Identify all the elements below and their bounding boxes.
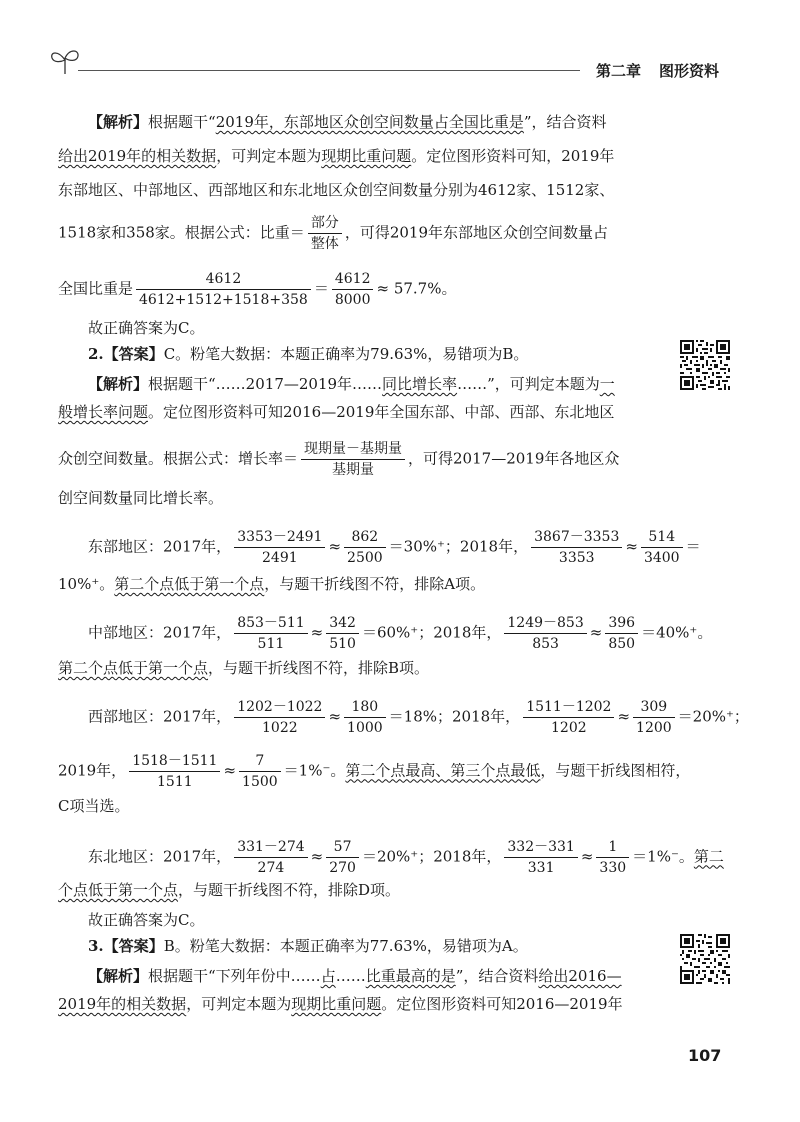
section-label: 图形资料 bbox=[659, 62, 720, 80]
text-span: 。定位图形资料可知2016—2019年 bbox=[381, 995, 623, 1013]
text-span: 1200 bbox=[636, 720, 672, 736]
text-span: 331－274 bbox=[234, 838, 307, 858]
q3-analysis-line-2 bbox=[58, 994, 623, 1014]
text-span: 511 bbox=[257, 636, 285, 652]
fraction-east-2018 bbox=[531, 528, 622, 567]
text-span: ≈ bbox=[589, 623, 603, 642]
text-span: 1518家和358家。根据公式：比重＝ bbox=[58, 223, 305, 242]
text-span: 3353－2491 bbox=[234, 528, 325, 548]
central-calc-line bbox=[88, 614, 712, 653]
text-span: 现期比重问题 bbox=[291, 995, 382, 1013]
text-span: 【解析】 bbox=[88, 375, 149, 393]
text-span: B。粉笔大数据：本题正确率为77.63%，易错项为A。 bbox=[163, 937, 528, 955]
text-span: ≈ bbox=[625, 537, 638, 556]
qr-code-icon[interactable] bbox=[680, 934, 730, 984]
text-span: 862 bbox=[344, 528, 386, 548]
q3-analysis-line-1 bbox=[88, 966, 622, 986]
east-calc-line bbox=[88, 528, 701, 567]
text-span: …… bbox=[335, 967, 366, 985]
text-span: 4612 bbox=[332, 270, 374, 290]
fraction-east-2017 bbox=[234, 528, 325, 567]
fraction-ne-2018-approx bbox=[596, 838, 629, 877]
northeast-calc-line bbox=[88, 838, 724, 877]
fraction-east-share-simplified bbox=[332, 270, 374, 309]
fraction-east-2018-approx bbox=[641, 528, 683, 567]
text-span: ，与题干折线图不符，排除B项。 bbox=[208, 659, 430, 677]
q2-analysis-line-2 bbox=[58, 402, 614, 422]
text-span: 510 bbox=[329, 636, 356, 652]
text-span: ＝20%⁺；2018年， bbox=[361, 847, 502, 866]
text-span: 4612 bbox=[136, 270, 311, 290]
text-span: ，与题干折线图不符，排除D项。 bbox=[178, 881, 401, 899]
text-span: C。粉笔大数据：本题正确率为79.63%，易错项为B。 bbox=[163, 345, 529, 363]
text-span: 331 bbox=[527, 860, 555, 876]
text-span: 基期量 bbox=[332, 462, 375, 478]
text-span: ，可得2017—2019年各地区众 bbox=[408, 449, 620, 468]
text-span: ＝60%⁺；2018年， bbox=[361, 623, 502, 642]
central-conclusion bbox=[58, 658, 429, 678]
text-span: 1000 bbox=[347, 720, 383, 736]
p1-line-1 bbox=[88, 112, 607, 132]
analysis-tag: 【解析】 bbox=[88, 113, 149, 131]
text-span: 第二 bbox=[693, 847, 724, 866]
text-span: ＝40%⁺。 bbox=[641, 623, 713, 642]
p1-answer bbox=[88, 318, 204, 338]
text-span: 【答案】 bbox=[103, 937, 164, 955]
p1-line-4 bbox=[58, 214, 608, 253]
text-span: 180 bbox=[344, 698, 386, 718]
text-span: 第二个点低于第一个点 bbox=[114, 575, 265, 593]
text-span: 2019年的相关数据 bbox=[58, 995, 187, 1013]
text-span: ＝30%⁺；2018年， bbox=[388, 537, 529, 556]
text-span: 2019年， bbox=[58, 761, 127, 780]
q2-analysis-line-1 bbox=[88, 374, 615, 394]
running-header bbox=[596, 60, 719, 81]
fraction-east-share bbox=[136, 270, 311, 309]
text-span: ≈ bbox=[580, 847, 594, 866]
text-span: 2500 bbox=[347, 550, 383, 566]
text-span: 部分 bbox=[308, 214, 342, 234]
text-span: 根据题干“下列年份中…… bbox=[148, 967, 321, 985]
q2-final-answer bbox=[88, 910, 204, 930]
text-span: ”，结合资料 bbox=[455, 967, 539, 985]
fraction-ne-2017 bbox=[234, 838, 307, 877]
west-conclusion bbox=[58, 796, 129, 816]
text-span: 东北地区：2017年， bbox=[88, 847, 232, 866]
text-span: 东部地区、中部地区、西部地区和东北地区众创空间数量分别为4612家、1512家、 bbox=[58, 181, 615, 199]
q2-answer-line bbox=[88, 344, 528, 364]
text-span: ＝ bbox=[685, 537, 701, 556]
text-span: 故正确答案为C。 bbox=[88, 319, 205, 337]
text-span: 1249－853 bbox=[504, 614, 586, 634]
text-span: 【解析】 bbox=[88, 967, 149, 985]
text-span: 个点低于第一个点 bbox=[58, 881, 179, 899]
text-span: ……”，可判定本题为 bbox=[457, 375, 600, 393]
text-span: 1 bbox=[596, 838, 629, 858]
text-span: 东部地区：2017年， bbox=[88, 537, 232, 556]
text-span: 1022 bbox=[262, 720, 298, 736]
text-span: ，可判定本题为 bbox=[216, 147, 322, 165]
text-span: ，与题干折线图相符， bbox=[540, 761, 691, 780]
text-span: 396 bbox=[605, 614, 638, 634]
text-span: ≈ bbox=[310, 623, 324, 642]
text-span: 2. bbox=[88, 345, 104, 363]
text-span: 3867－3353 bbox=[531, 528, 622, 548]
fraction-central-2018 bbox=[504, 614, 586, 653]
text-span: ”，结合资料 bbox=[523, 113, 607, 131]
p1-line-3 bbox=[58, 180, 614, 200]
fraction-part-whole bbox=[308, 214, 342, 253]
text-span: 1500 bbox=[242, 774, 278, 790]
text-span: 全国比重是 bbox=[58, 279, 134, 298]
text-span: 。定位图形资料可知2016—2019年全国东部、中部、西部、东北地区 bbox=[148, 403, 615, 421]
text-span: ≈ bbox=[328, 537, 342, 556]
text-span: 现期量－基期量 bbox=[301, 440, 405, 460]
text-span: ＝1%⁻。 bbox=[283, 761, 346, 780]
fraction-central-2018-approx bbox=[605, 614, 638, 653]
east-conclusion bbox=[58, 574, 485, 594]
text-span: 57 bbox=[326, 838, 359, 858]
text-span: ＝1%⁻。 bbox=[632, 847, 694, 866]
text-span: 330 bbox=[599, 860, 627, 876]
p1-line-5 bbox=[58, 270, 456, 309]
text-span: 514 bbox=[641, 528, 683, 548]
text-span: ＝ bbox=[313, 279, 329, 298]
text-span: 根据题干“……2017—2019年…… bbox=[148, 375, 383, 393]
text-span: C项当选。 bbox=[58, 797, 130, 815]
text-span: 8000 bbox=[334, 292, 371, 308]
text-span: 4612+1512+1518+358 bbox=[139, 292, 308, 308]
west-calc-line-2 bbox=[58, 752, 690, 791]
text-span: ＝18%；2018年， bbox=[388, 707, 521, 726]
text-span: 第二个点低于第一个点 bbox=[58, 659, 209, 677]
fraction-west-2017 bbox=[234, 698, 325, 737]
text-span: 3353 bbox=[558, 550, 595, 566]
text-span: 第二个点最高、第三个点最低 bbox=[345, 761, 541, 780]
text-span: 给出2016— bbox=[538, 967, 622, 985]
text-span: 同比增长率 bbox=[382, 375, 458, 393]
page-number: 107 bbox=[688, 1046, 722, 1065]
text-span: ≈ bbox=[328, 707, 342, 726]
fraction-ne-2018 bbox=[504, 838, 577, 877]
text-span: ≈ bbox=[617, 707, 631, 726]
text-span: 整体 bbox=[310, 236, 339, 252]
fraction-central-2017-approx bbox=[326, 614, 359, 653]
text-span: 占 bbox=[320, 967, 336, 985]
text-span: ，可判定本题为 bbox=[186, 995, 292, 1013]
northeast-conclusion bbox=[58, 880, 400, 900]
text-span: 3400 bbox=[643, 550, 680, 566]
text-span: 274 bbox=[257, 860, 285, 876]
text-span: ＝20%⁺； bbox=[677, 707, 749, 726]
text-span: 332－331 bbox=[504, 838, 577, 858]
header-rule bbox=[78, 70, 580, 71]
text-span: 2491 bbox=[262, 550, 298, 566]
text-span: 853－511 bbox=[234, 614, 307, 634]
text-span: 850 bbox=[608, 636, 636, 652]
q2-analysis-line-4 bbox=[58, 488, 223, 508]
fraction-east-2017-approx bbox=[344, 528, 386, 567]
text-span: 7 bbox=[239, 752, 281, 772]
text-span: 创空间数量同比增长率。 bbox=[58, 489, 224, 507]
text-span: 。定位图形资料可知，2019年 bbox=[411, 147, 615, 165]
text-span: ≈ 57.7%。 bbox=[376, 279, 457, 298]
text-span: 般增长率问题 bbox=[58, 403, 149, 421]
text-span: 3. bbox=[88, 937, 104, 955]
fraction-west-2018-approx bbox=[633, 698, 675, 737]
q2-analysis-line-3 bbox=[58, 440, 619, 479]
qr-code-icon[interactable] bbox=[680, 340, 730, 390]
text-span: ≈ bbox=[223, 761, 237, 780]
text-span: ，与题干折线图不符，排除A项。 bbox=[264, 575, 486, 593]
text-span: 西部地区：2017年， bbox=[88, 707, 232, 726]
fraction-west-2018 bbox=[523, 698, 614, 737]
q3-answer-line bbox=[88, 936, 528, 956]
sprout-icon bbox=[48, 46, 82, 76]
text-span: 【答案】 bbox=[103, 345, 164, 363]
text-span: 2019年，东部地区众创空间数量占全国比重是 bbox=[215, 113, 524, 131]
text-span: 1511 bbox=[157, 774, 193, 790]
chapter-label: 第二章 bbox=[596, 62, 642, 80]
text-span: 故正确答案为C。 bbox=[88, 911, 205, 929]
text-span: 比重最高的是 bbox=[365, 967, 456, 985]
text-span: 270 bbox=[329, 860, 356, 876]
fraction-growth-formula bbox=[301, 440, 405, 479]
text-span: 309 bbox=[633, 698, 675, 718]
text-span: 1518－1511 bbox=[129, 752, 220, 772]
fraction-west-2019 bbox=[129, 752, 220, 791]
west-calc-line-1 bbox=[88, 698, 749, 737]
fraction-west-2017-approx bbox=[344, 698, 386, 737]
text-span: 现期比重问题 bbox=[321, 147, 412, 165]
text-span: 根据题干“ bbox=[148, 113, 216, 131]
text-span: 给出2019年的相关数据 bbox=[58, 147, 217, 165]
text-span: ≈ bbox=[310, 847, 324, 866]
text-span: 10%⁺。 bbox=[58, 575, 115, 593]
text-span: 1511－1202 bbox=[523, 698, 614, 718]
fraction-central-2017 bbox=[234, 614, 307, 653]
text-span: 853 bbox=[532, 636, 559, 652]
text-span: ，可得2019年东部地区众创空间数量占 bbox=[344, 223, 608, 242]
text-span: 中部地区：2017年， bbox=[88, 623, 232, 642]
text-span: 1202 bbox=[551, 720, 587, 736]
p1-line-2 bbox=[58, 146, 614, 166]
fraction-ne-2017-approx bbox=[326, 838, 359, 877]
text-span: 众创空间数量。根据公式：增长率＝ bbox=[58, 449, 299, 468]
text-span: 342 bbox=[326, 614, 359, 634]
text-span: 一 bbox=[599, 375, 615, 393]
text-span: 1202－1022 bbox=[234, 698, 325, 718]
fraction-west-2019-approx bbox=[239, 752, 281, 791]
